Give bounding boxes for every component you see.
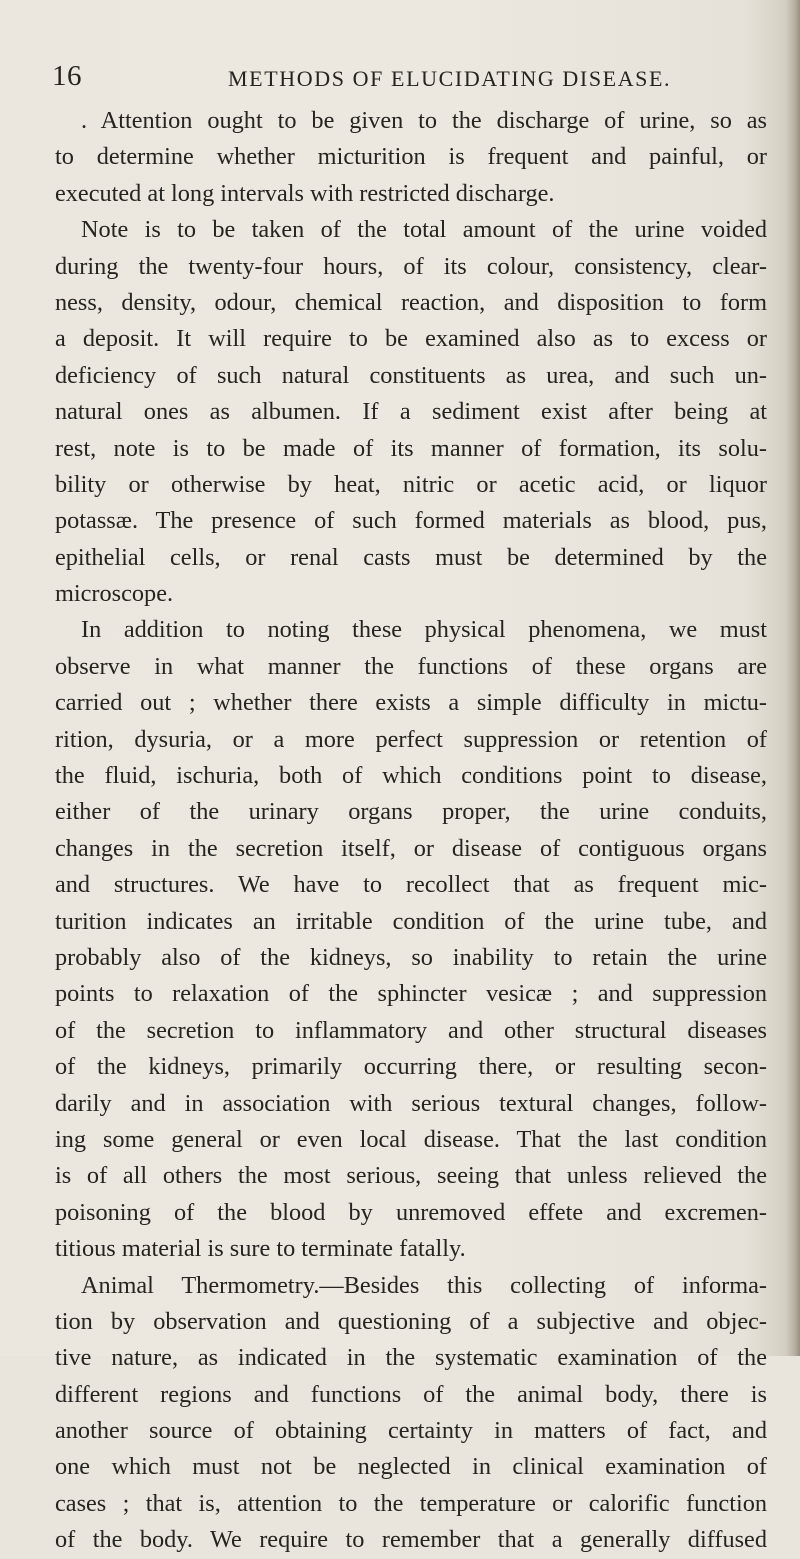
text-line: points to relaxation of the sphincter vesicæ ; and suppression: [55, 980, 767, 1008]
text-line: deficiency of such natural constituents as urea, and such un-: [55, 361, 767, 389]
body-text: [55, 103, 767, 1559]
text-line: Note is to be taken of the total amount of the urine voided: [81, 216, 767, 244]
text-line: rition, dysuria, or a more perfect suppression or retention of: [55, 725, 767, 753]
text-line: different regions and functions of the animal body, there is: [55, 1380, 767, 1408]
text-line: either of the urinary organs proper, the urine conduits,: [55, 798, 767, 826]
text-line: cases ; that is, attention to the temperature or calorific function: [55, 1489, 767, 1517]
text-line: probably also of the kidneys, so inability to retain the urine: [55, 943, 767, 971]
text-line: . Attention ought to be given to the discharge of urine, so as: [81, 107, 767, 134]
text-line: of the secretion to inflammatory and other structural diseases: [55, 1016, 767, 1044]
text-line: poisoning of the blood by unremoved effete and excremen-: [55, 1198, 767, 1226]
text-line: of the kidneys, primarily occurring there, or resulting secon-: [55, 1053, 767, 1081]
text-line: In addition to noting these physical phenomena, we must: [81, 616, 767, 644]
text-line: bility or otherwise by heat, nitric or acetic acid, or liquor: [55, 470, 767, 498]
text-line: microscope.: [55, 580, 174, 608]
text-line: the fluid, ischuria, both of which conditions point to disease,: [55, 762, 767, 790]
text-line: carried out ; whether there exists a simple difficulty in mictu-: [55, 689, 767, 717]
text-line: natural ones as albumen. If a sediment exist after being at: [55, 398, 767, 426]
running-head-title: METHODS OF ELUCIDATING DISEASE.: [228, 66, 672, 91]
text-line: to determine whether micturition is frequent and painful, or: [55, 143, 767, 171]
text-line: Animal Thermometry.—Besides this collecting of informa-: [81, 1271, 767, 1299]
text-line: observe in what manner the functions of these organs are: [55, 652, 767, 680]
text-line: darily and in association with serious textural changes, follow-: [55, 1089, 767, 1117]
text-line: epithelial cells, or renal casts must be determined by the: [55, 543, 767, 571]
text-line: during the twenty-four hours, of its colour, consistency, clear-: [55, 252, 767, 280]
text-line: of the body. We require to remember that a generally diffused: [55, 1526, 767, 1554]
text-line: turition indicates an irritable condition of the urine tube, and: [55, 907, 767, 935]
text-line: tion by observation and questioning of a subjective and objec-: [55, 1307, 767, 1335]
text-line: a deposit. It will require to be examined also as to excess or: [55, 325, 767, 353]
running-head: [0, 56, 800, 96]
text-line: ness, density, odour, chemical reaction, and disposition to form: [55, 288, 767, 316]
text-line: executed at long intervals with restricted discharge.: [55, 179, 555, 207]
text-line: one which must not be neglected in clinical examination of: [55, 1453, 767, 1481]
page-edge-shadow: [786, 0, 800, 1356]
text-line: tive nature, as indicated in the systematic examination of the: [55, 1344, 767, 1372]
page-number: 16: [52, 60, 82, 92]
text-line: ing some general or even local disease. That the last condition: [55, 1125, 767, 1153]
text-line: and structures. We have to recollect that as frequent mic-: [55, 871, 767, 899]
text-line: potassæ. The presence of such formed materials as blood, pus,: [55, 507, 767, 535]
text-line: rest, note is to be made of its manner of formation, its solu-: [55, 434, 767, 462]
text-line: is of all others the most serious, seeing that unless relieved the: [55, 1162, 767, 1190]
text-line: changes in the secretion itself, or disease of contiguous organs: [55, 834, 767, 862]
text-line: titious material is sure to terminate fatally.: [55, 1235, 466, 1263]
text-line: another source of obtaining certainty in matters of fact, and: [55, 1417, 767, 1445]
